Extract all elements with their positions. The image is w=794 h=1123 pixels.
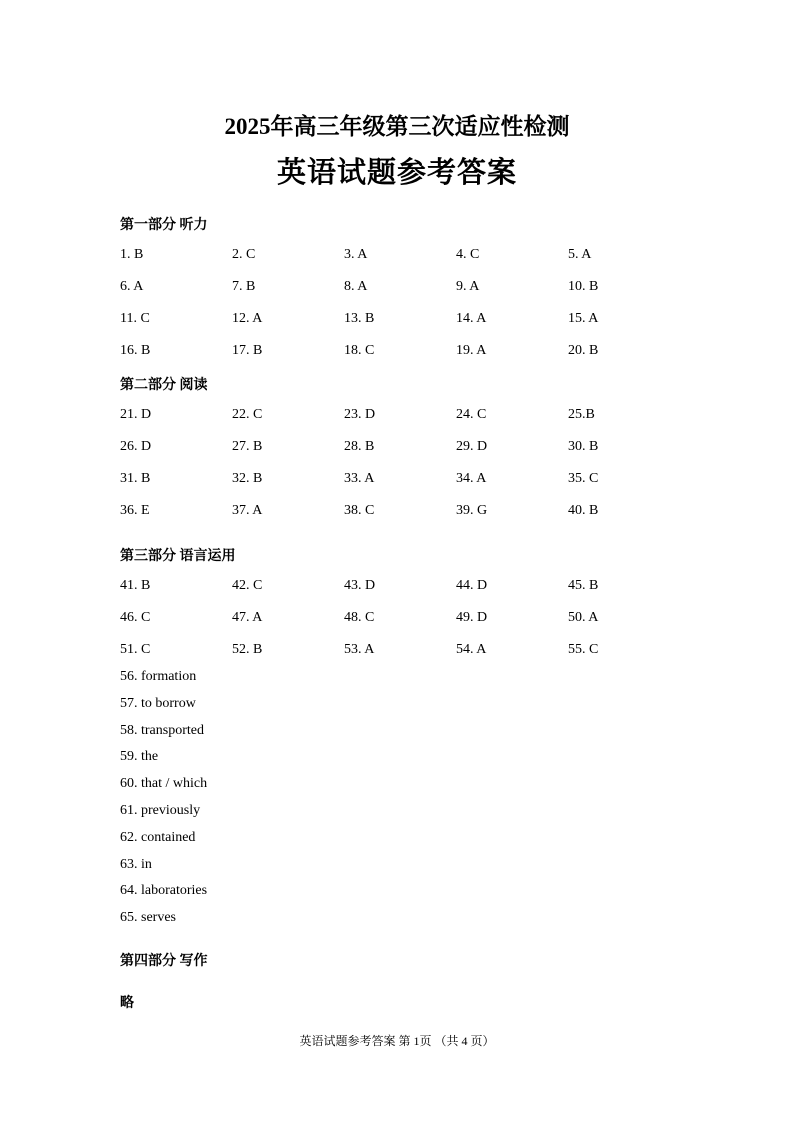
answer-cell: 30. B — [568, 439, 599, 454]
answer-grid-part3 — [120, 577, 680, 673]
answer-cell: 18. C — [344, 343, 375, 358]
answer-cell: 32. B — [232, 471, 263, 486]
answer-cell: 8. A — [344, 279, 368, 294]
answer-grid-part2 — [120, 406, 680, 534]
answer-cell: 31. B — [120, 471, 151, 486]
answer-cell: 48. C — [344, 610, 375, 625]
section-heading-part2: 第二部分 阅读 — [120, 378, 208, 393]
fill-in-answer-list — [120, 668, 207, 936]
answer-cell: 17. B — [232, 343, 263, 358]
answer-cell: 21. D — [120, 407, 152, 422]
answer-cell: 37. A — [232, 503, 263, 518]
answer-row — [120, 470, 680, 502]
list-item: 56. formation — [120, 669, 197, 684]
answer-cell: 49. D — [456, 610, 488, 625]
answer-cell: 29. D — [456, 439, 488, 454]
answer-cell: 19. A — [456, 343, 487, 358]
answer-row — [120, 310, 680, 342]
answer-cell: 11. C — [120, 311, 150, 326]
answer-cell: 22. C — [232, 407, 263, 422]
answer-cell: 13. B — [344, 311, 375, 326]
answer-row — [120, 342, 680, 374]
answer-cell: 1. B — [120, 247, 144, 262]
answer-cell: 39. G — [456, 503, 488, 518]
answer-cell: 33. A — [344, 471, 375, 486]
answer-cell: 51. C — [120, 642, 151, 657]
answer-row — [120, 438, 680, 470]
answer-cell: 4. C — [456, 247, 480, 262]
answer-cell: 7. B — [232, 279, 256, 294]
answer-cell: 24. C — [456, 407, 487, 422]
answer-cell: 26. D — [120, 439, 152, 454]
page-footer: 英语试题参考答案 第 1页 （共 4 页） — [299, 1034, 495, 1048]
answer-cell: 3. A — [344, 247, 368, 262]
writing-answer: 略 — [120, 996, 134, 1011]
answer-row — [120, 609, 680, 641]
list-item: 63. in — [120, 856, 152, 872]
answer-cell: 47. A — [232, 610, 263, 625]
answer-cell: 10. B — [568, 279, 599, 294]
answer-row — [120, 406, 680, 438]
answer-cell: 46. C — [120, 610, 151, 625]
answer-cell: 52. B — [232, 642, 263, 657]
answer-row — [120, 577, 680, 609]
list-item: 64. laboratories — [120, 883, 208, 899]
answer-row — [120, 502, 680, 534]
answer-grid-part1 — [120, 246, 680, 374]
answer-cell: 25.B — [568, 407, 595, 422]
answer-row — [120, 246, 680, 278]
answer-cell: 34. A — [456, 471, 487, 486]
answer-cell: 15. A — [568, 311, 599, 326]
section-heading-part3: 第三部分 语言运用 — [120, 549, 236, 564]
list-item: 58. transported — [120, 722, 204, 738]
answer-cell: 54. A — [456, 642, 487, 657]
answer-cell: 2. C — [232, 247, 256, 262]
answer-cell: 14. A — [456, 311, 487, 326]
list-item: 60. that / which — [120, 776, 208, 792]
document-subtitle: 英语试题参考答案 — [276, 157, 517, 189]
answer-cell: 38. C — [344, 503, 375, 518]
answer-cell: 41. B — [120, 578, 151, 593]
list-item: 57. to borrow — [120, 695, 196, 711]
answer-cell: 6. A — [120, 279, 144, 294]
list-item: 59. the — [120, 749, 159, 765]
answer-cell: 43. D — [344, 578, 376, 593]
answer-cell: 53. A — [344, 642, 375, 657]
answer-cell: 45. B — [568, 578, 599, 593]
answer-cell: 16. B — [120, 343, 151, 358]
document-title: 2025年高三年级第三次适应性检测 — [224, 114, 570, 139]
answer-cell: 12. A — [232, 311, 263, 326]
answer-cell: 40. B — [568, 503, 599, 518]
answer-cell: 23. D — [344, 407, 376, 422]
answer-cell: 35. C — [568, 471, 599, 486]
answer-cell: 36. E — [120, 503, 150, 518]
answer-cell: 50. A — [568, 610, 599, 625]
answer-cell: 42. C — [232, 578, 263, 593]
answer-cell: 5. A — [568, 247, 592, 262]
answer-cell: 20. B — [568, 343, 599, 358]
list-item: 61. previously — [120, 802, 201, 818]
answer-cell: 9. A — [456, 279, 480, 294]
section-heading-part4: 第四部分 写作 — [120, 954, 208, 969]
answer-cell: 55. C — [568, 642, 599, 657]
answer-cell: 27. B — [232, 439, 263, 454]
list-item: 62. contained — [120, 829, 196, 845]
answer-row — [120, 278, 680, 310]
section-heading-part1: 第一部分 听力 — [120, 218, 208, 233]
list-item: 65. serves — [120, 910, 176, 926]
answer-cell: 44. D — [456, 578, 488, 593]
answer-cell: 28. B — [344, 439, 375, 454]
